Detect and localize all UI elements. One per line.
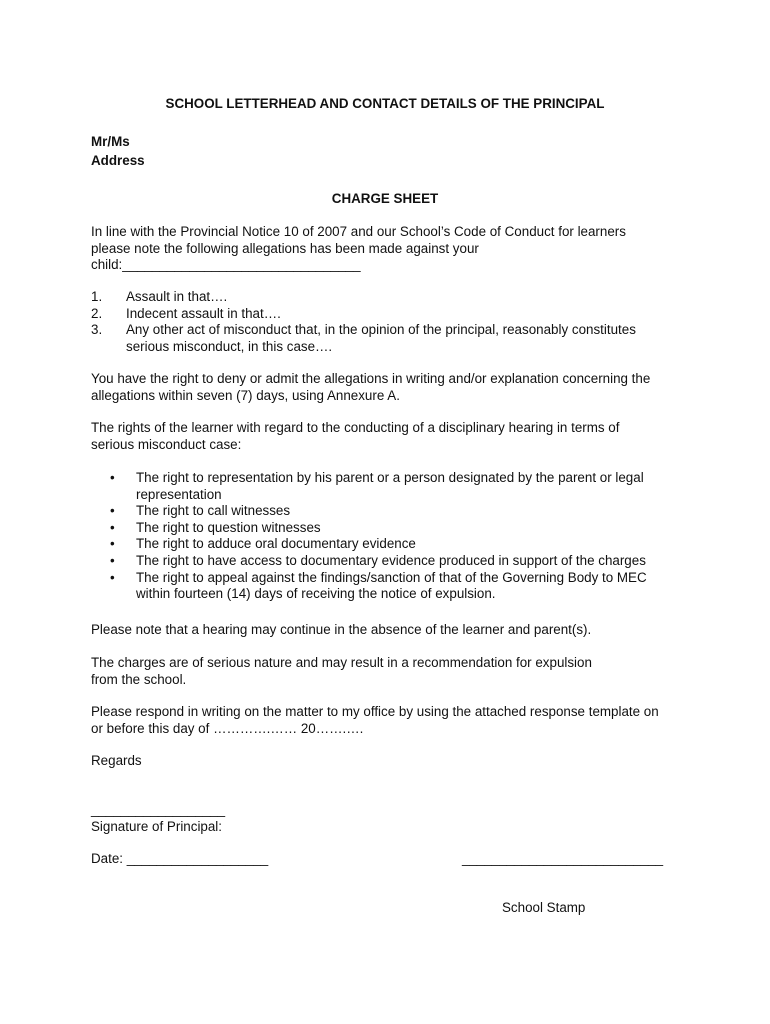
list-item — [110, 470, 710, 487]
signature-line: __________________ — [91, 802, 226, 817]
bullet: • — [110, 519, 115, 535]
hearing-note: Please note that a hearing may continue in the absence of the learner and parent(s). — [91, 622, 592, 637]
list-text: The right to have access to documentary evidence produced in support of the charges — [136, 552, 646, 568]
date-field: Date: ___________________ — [91, 851, 269, 866]
address-label: Address — [91, 153, 145, 168]
rights-intro-paragraph — [91, 420, 701, 453]
list-item — [91, 322, 711, 339]
allegations-list — [91, 289, 711, 355]
list-text: The right to representation by his parent or a person designated by the parent or legal — [136, 470, 644, 485]
intro-line-3: child:________________________________ — [91, 257, 361, 273]
respond-paragraph — [91, 704, 701, 737]
bullet: • — [110, 569, 115, 585]
intro-paragraph — [91, 224, 701, 274]
document-title: CHARGE SHEET — [331, 191, 439, 206]
list-number: 1. — [91, 289, 103, 304]
list-number: 3. — [91, 322, 103, 338]
signature-label: Signature of Principal: — [91, 819, 223, 834]
list-item — [110, 503, 710, 520]
list-text: representation — [136, 486, 222, 502]
bullet: • — [110, 470, 115, 485]
respond-line-2: or before this day of ………….…… 20…….…. — [91, 720, 364, 736]
bullet: • — [110, 503, 115, 519]
list-text: Any other act of misconduct that, in the opinion of the principal, reasonably constitutes — [126, 322, 636, 338]
list-item — [91, 289, 711, 306]
list-number: 2. — [91, 305, 103, 321]
bullet: • — [110, 552, 115, 568]
list-item — [110, 487, 710, 504]
list-item — [91, 306, 711, 323]
list-item — [110, 553, 710, 570]
right-to-deny-line-2: allegations within seven (7) days, using Annexure A. — [91, 387, 400, 403]
list-text: The right to adduce oral documentary evidence — [136, 536, 416, 552]
list-text: within fourteen (14) days of receiving the notice of expulsion. — [136, 586, 496, 602]
rights-intro-line-2: serious misconduct case: — [91, 436, 242, 452]
respond-line-1: Please respond in writing on the matter to my office by using the attached response template on — [91, 704, 659, 719]
charges-note-line-1: The charges are of serious nature and may result in a recommendation for expulsion — [91, 655, 592, 670]
salutation: Mr/Ms — [91, 134, 130, 149]
list-text: The right to appeal against the findings/sanction of that of the Governing Body to MEC — [136, 569, 647, 585]
stamp-line: ___________________________ — [462, 851, 664, 866]
regards-text: Regards — [91, 753, 142, 768]
list-item — [110, 586, 710, 603]
right-to-deny-paragraph — [91, 371, 701, 404]
list-item — [110, 570, 710, 587]
rights-list — [110, 470, 710, 603]
list-text: The right to call witnesses — [136, 503, 291, 519]
list-text: Assault in that…. — [126, 289, 228, 304]
list-text: Indecent assault in that…. — [126, 305, 281, 321]
charges-note-paragraph — [91, 655, 701, 688]
intro-line-1: In line with the Provincial Notice 10 of 2007 and our School’s Code of Conduct for learners — [91, 224, 626, 239]
list-text: The right to question witnesses — [136, 519, 321, 535]
rights-intro-line-1: The rights of the learner with regard to the conducting of a disciplinary hearing in terms of — [91, 420, 620, 435]
school-stamp-label: School Stamp — [502, 900, 586, 915]
bullet: • — [110, 536, 115, 552]
intro-line-2: please note the following allegations has been made against your — [91, 240, 479, 256]
right-to-deny-line-1: You have the right to deny or admit the allegations in writing and/or explanation concerning the — [91, 371, 651, 386]
list-item — [110, 536, 710, 553]
list-item — [91, 339, 711, 356]
list-item — [110, 520, 710, 537]
letterhead-heading: SCHOOL LETTERHEAD AND CONTACT DETAILS OF THE PRINCIPAL — [165, 96, 605, 111]
charges-note-line-2: from the school. — [91, 671, 187, 687]
list-text: serious misconduct, in this case…. — [126, 338, 333, 354]
